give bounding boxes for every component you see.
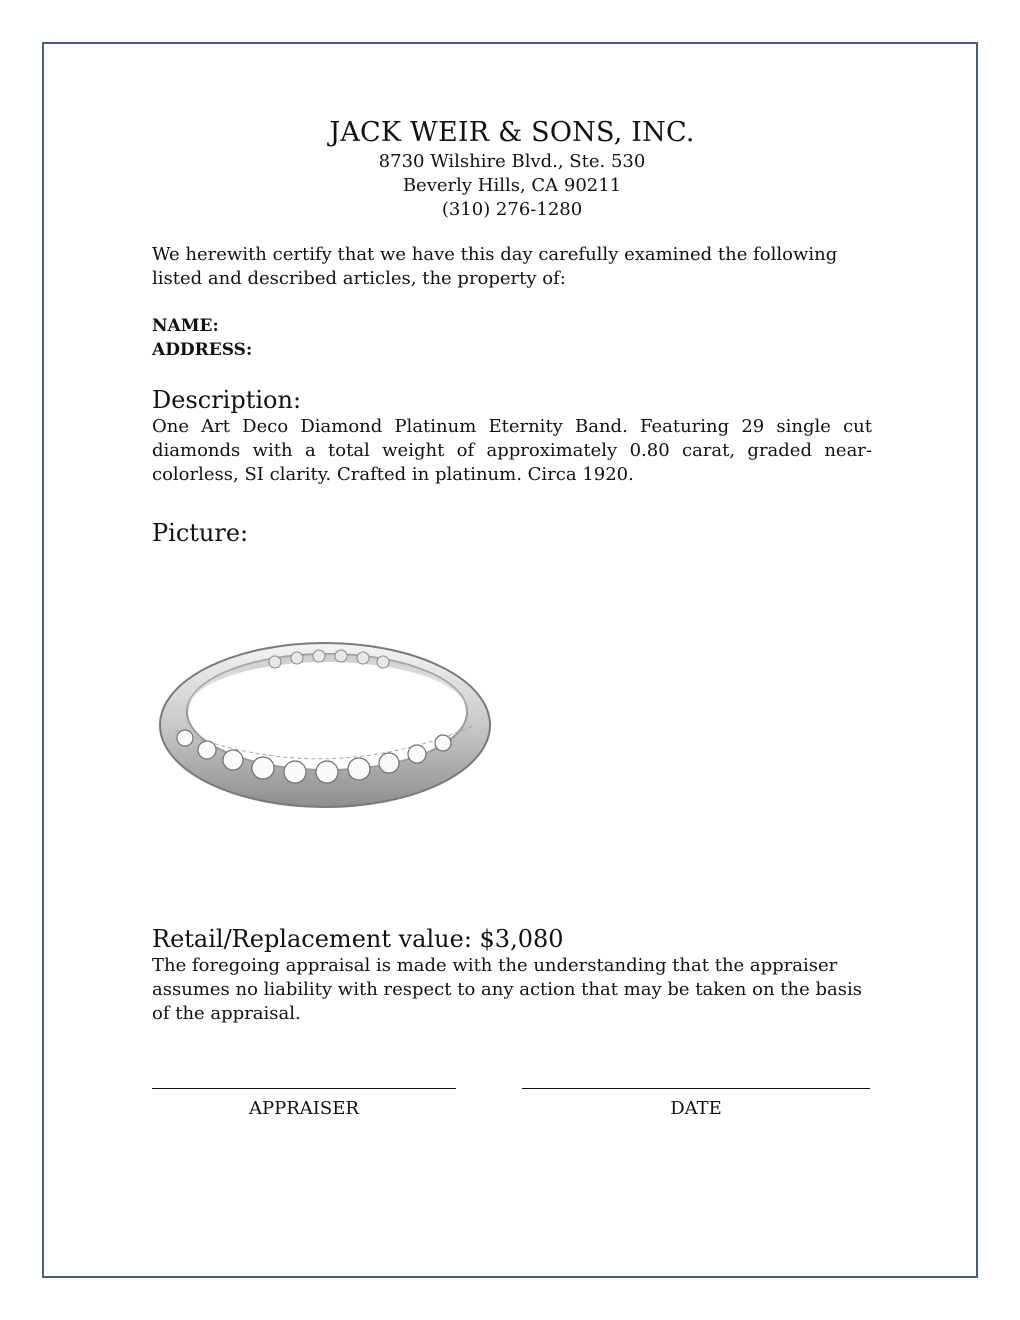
phone-number: (310) 276-1280 (441, 199, 583, 220)
address-label: ADDRESS: (152, 340, 253, 360)
address-line-2: Beverly Hills, CA 90211 (402, 175, 622, 196)
ring-photo (155, 630, 495, 820)
company-name: JACK WEIR & SONS, INC. (329, 117, 695, 148)
certify-paragraph: We herewith certify that we have this day carefully examined the following listed and described articles, the property of: (152, 244, 838, 289)
description-heading: Description: (152, 386, 302, 414)
appraiser-label: APPRAISER (249, 1098, 359, 1119)
appraiser-signature-line (152, 1088, 456, 1121)
date-label: DATE (670, 1098, 722, 1119)
description-text: One Art Deco Diamond Platinum Eternity Band. Featuring 29 single cut diamonds with a total weight of approximately 0.80 carat, graded near-colorless, SI clarity. Crafted in platinum. Circa 1920. (152, 416, 872, 485)
eternity-band-ring-icon (155, 630, 495, 820)
value-section (152, 924, 872, 1026)
picture-heading: Picture: (152, 519, 249, 547)
value-heading: Retail/Replacement value: $3,080 (152, 925, 564, 953)
date-signature-line (522, 1088, 870, 1121)
disclaimer-text: The foregoing appraisal is made with the understanding that the appraiser assumes no liability with respect to any action that may be taken on the basis of the appraisal. (152, 955, 862, 1024)
letterhead (152, 116, 872, 222)
owner-fields (152, 314, 872, 362)
address-line-1: 8730 Wilshire Blvd., Ste. 530 (378, 151, 646, 172)
description-section (152, 385, 872, 487)
name-label: NAME: (152, 316, 219, 336)
